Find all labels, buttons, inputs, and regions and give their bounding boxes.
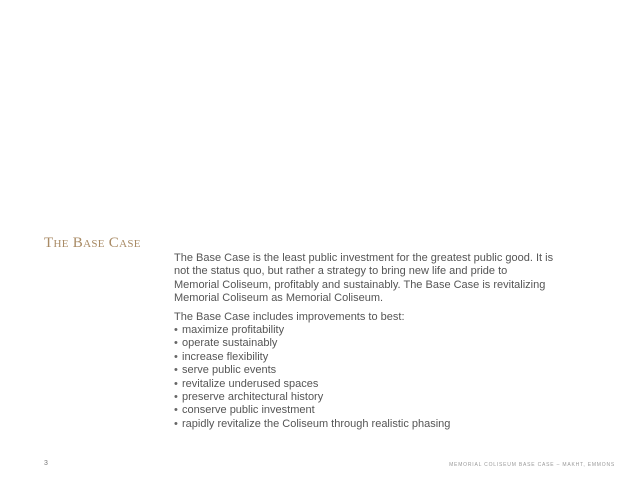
body-text — [174, 252, 554, 431]
list-item: • increase flexibility — [174, 351, 554, 364]
section-heading: The Base Case — [44, 235, 141, 251]
footer-text: MEMORIAL COLISEUM BASE CASE – MAKHT, EMMONS — [449, 462, 615, 468]
page-number: 3 — [44, 460, 48, 467]
intro-paragraph: The Base Case is the least public investment for the greatest public good. It is not the status quo, but rather a strategy to bring new life and pride to Memorial Coliseum, profitably and sustainably. The Base Case is revitalizing Memorial Coliseum as Memorial Coliseum. — [174, 252, 554, 305]
list-item: • rapidly revitalize the Coliseum through realistic phasing — [174, 418, 554, 431]
list-item: • revitalize underused spaces — [174, 378, 554, 391]
list-item: • maximize profitability — [174, 324, 554, 337]
improvement-list — [174, 324, 554, 431]
list-item: • serve public events — [174, 364, 554, 377]
list-item: • conserve public investment — [174, 404, 554, 417]
list-intro: The Base Case includes improvements to best: — [174, 310, 405, 323]
list-item: • operate sustainably — [174, 337, 554, 350]
list-item: • preserve architectural history — [174, 391, 554, 404]
